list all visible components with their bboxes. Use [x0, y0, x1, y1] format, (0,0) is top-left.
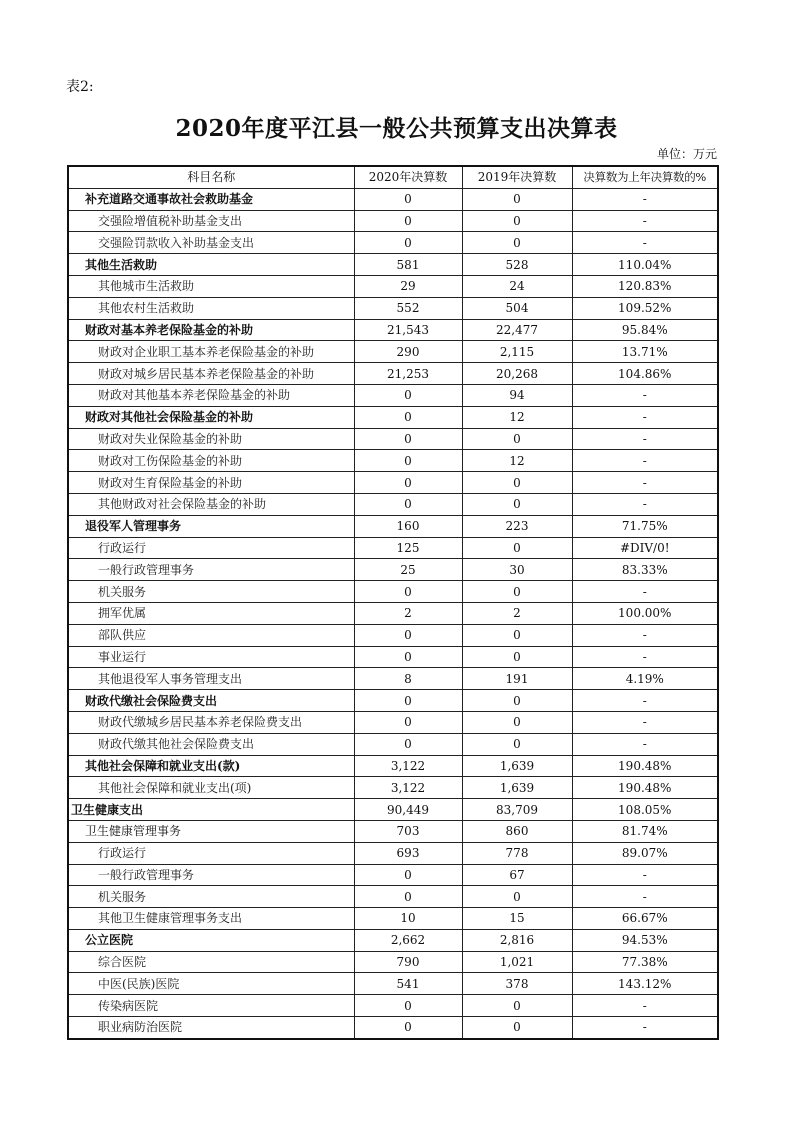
row-percent-value: - — [572, 886, 718, 908]
row-percent-value: 71.75% — [572, 515, 718, 537]
row-2020-value: 0 — [354, 690, 462, 712]
row-2019-value: 22,477 — [462, 319, 572, 341]
table-row — [68, 646, 718, 668]
row-2020-value: 0 — [354, 581, 462, 603]
row-2019-value: 24 — [462, 275, 572, 297]
row-percent-value: - — [572, 581, 718, 603]
table-row — [68, 929, 718, 951]
row-percent-value: - — [572, 210, 718, 232]
row-subject-name: 财政对工伤保险基金的补助 — [68, 450, 354, 472]
row-subject-name: 财政代缴城乡居民基本养老保险费支出 — [68, 711, 354, 733]
row-2019-value: 2,816 — [462, 929, 572, 951]
row-percent-value: - — [572, 646, 718, 668]
table-row — [68, 515, 718, 537]
table-row — [68, 668, 718, 690]
row-2020-value: 703 — [354, 820, 462, 842]
table-row — [68, 690, 718, 712]
row-2020-value: 29 — [354, 275, 462, 297]
table-row — [68, 319, 718, 341]
table-row — [68, 363, 718, 385]
table-row — [68, 886, 718, 908]
row-2020-value: 0 — [354, 493, 462, 515]
row-percent-value: 100.00% — [572, 602, 718, 624]
row-2019-value: 0 — [462, 537, 572, 559]
table-body — [68, 188, 718, 1039]
row-percent-value: 108.05% — [572, 799, 718, 821]
row-subject-name: 财政代缴社会保险费支出 — [68, 690, 354, 712]
row-percent-value: 143.12% — [572, 973, 718, 995]
row-subject-name: 其他社会保障和就业支出(项) — [68, 777, 354, 799]
row-2020-value: 0 — [354, 1017, 462, 1039]
row-2020-value: 0 — [354, 232, 462, 254]
row-subject-name: 一般行政管理事务 — [68, 864, 354, 886]
row-subject-name: 卫生健康管理事务 — [68, 820, 354, 842]
row-2020-value: 0 — [354, 995, 462, 1017]
table-row — [68, 472, 718, 494]
header-subject-name: 科目名称 — [68, 166, 354, 188]
table-row — [68, 581, 718, 603]
row-subject-name: 部队供应 — [68, 624, 354, 646]
row-subject-name: 其他城市生活救助 — [68, 275, 354, 297]
row-percent-value: 83.33% — [572, 559, 718, 581]
row-percent-value: 190.48% — [572, 755, 718, 777]
row-percent-value: - — [572, 188, 718, 210]
row-percent-value: 190.48% — [572, 777, 718, 799]
row-2020-value: 0 — [354, 406, 462, 428]
row-subject-name: 财政对生育保险基金的补助 — [68, 472, 354, 494]
table-row — [68, 820, 718, 842]
row-percent-value: 66.67% — [572, 908, 718, 930]
row-subject-name: 其他财政对社会保险基金的补助 — [68, 493, 354, 515]
row-subject-name: 传染病医院 — [68, 995, 354, 1017]
row-percent-value: 4.19% — [572, 668, 718, 690]
row-2020-value: 160 — [354, 515, 462, 537]
row-2020-value: 0 — [354, 188, 462, 210]
table-label: 表2: — [66, 79, 94, 95]
row-2020-value: 90,449 — [354, 799, 462, 821]
row-subject-name: 拥军优属 — [68, 602, 354, 624]
row-2019-value: 2,115 — [462, 341, 572, 363]
row-2019-value: 1,639 — [462, 777, 572, 799]
row-subject-name: 中医(民族)医院 — [68, 973, 354, 995]
row-2020-value: 541 — [354, 973, 462, 995]
table-row — [68, 188, 718, 210]
row-subject-name: 财政对其他基本养老保险基金的补助 — [68, 384, 354, 406]
table-row — [68, 733, 718, 755]
row-percent-value: - — [572, 733, 718, 755]
row-percent-value: - — [572, 995, 718, 1017]
row-2020-value: 0 — [354, 711, 462, 733]
row-subject-name: 行政运行 — [68, 842, 354, 864]
row-percent-value: 104.86% — [572, 363, 718, 385]
row-2019-value: 0 — [462, 886, 572, 908]
row-2019-value: 223 — [462, 515, 572, 537]
row-2020-value: 25 — [354, 559, 462, 581]
row-subject-name: 交强险罚款收入补助基金支出 — [68, 232, 354, 254]
row-percent-value: - — [572, 493, 718, 515]
row-percent-value: - — [572, 232, 718, 254]
table-row — [68, 951, 718, 973]
row-percent-value: 110.04% — [572, 254, 718, 276]
table-row — [68, 799, 718, 821]
row-2019-value: 0 — [462, 232, 572, 254]
row-subject-name: 财政对基本养老保险基金的补助 — [68, 319, 354, 341]
table-row — [68, 624, 718, 646]
row-2019-value: 1,021 — [462, 951, 572, 973]
row-subject-name: 一般行政管理事务 — [68, 559, 354, 581]
row-2020-value: 693 — [354, 842, 462, 864]
row-2020-value: 2 — [354, 602, 462, 624]
page-title: 2020年度平江县一般公共预算支出决算表 — [175, 115, 618, 142]
row-2019-value: 0 — [462, 711, 572, 733]
row-2020-value: 0 — [354, 428, 462, 450]
row-2020-value: 21,253 — [354, 363, 462, 385]
row-percent-value: 120.83% — [572, 275, 718, 297]
table-row — [68, 995, 718, 1017]
row-2020-value: 0 — [354, 624, 462, 646]
table-row — [68, 1017, 718, 1039]
row-2020-value: 10 — [354, 908, 462, 930]
row-2019-value: 0 — [462, 581, 572, 603]
row-2020-value: 0 — [354, 646, 462, 668]
row-2019-value: 0 — [462, 624, 572, 646]
row-2019-value: 0 — [462, 995, 572, 1017]
header-percent-of-prior-year: 决算数为上年决算数的% — [572, 166, 718, 188]
row-percent-value: - — [572, 450, 718, 472]
row-2019-value: 0 — [462, 733, 572, 755]
table-row — [68, 275, 718, 297]
row-subject-name: 财政代缴其他社会保险费支出 — [68, 733, 354, 755]
row-2019-value: 191 — [462, 668, 572, 690]
row-2020-value: 2,662 — [354, 929, 462, 951]
row-2019-value: 504 — [462, 297, 572, 319]
row-2019-value: 12 — [462, 450, 572, 472]
row-2020-value: 290 — [354, 341, 462, 363]
row-subject-name: 机关服务 — [68, 886, 354, 908]
table-row — [68, 711, 718, 733]
row-2019-value: 528 — [462, 254, 572, 276]
unit-label: 单位：万元 — [656, 147, 717, 161]
table-row — [68, 864, 718, 886]
row-subject-name: 财政对城乡居民基本养老保险基金的补助 — [68, 363, 354, 385]
row-2019-value: 0 — [462, 493, 572, 515]
row-2019-value: 860 — [462, 820, 572, 842]
table-row — [68, 559, 718, 581]
row-percent-value: 95.84% — [572, 319, 718, 341]
table-row — [68, 602, 718, 624]
row-2019-value: 0 — [462, 690, 572, 712]
row-percent-value: 81.74% — [572, 820, 718, 842]
row-percent-value: - — [572, 864, 718, 886]
header-2019-actual: 2019年决算数 — [462, 166, 572, 188]
row-percent-value: - — [572, 472, 718, 494]
row-2020-value: 125 — [354, 537, 462, 559]
row-2020-value: 0 — [354, 210, 462, 232]
row-subject-name: 卫生健康支出 — [68, 799, 354, 821]
row-2020-value: 552 — [354, 297, 462, 319]
row-subject-name: 补充道路交通事故社会救助基金 — [68, 188, 354, 210]
row-2020-value: 8 — [354, 668, 462, 690]
row-subject-name: 公立医院 — [68, 929, 354, 951]
table-row — [68, 493, 718, 515]
row-2020-value: 3,122 — [354, 777, 462, 799]
row-2019-value: 778 — [462, 842, 572, 864]
row-percent-value: - — [572, 428, 718, 450]
row-2019-value: 0 — [462, 428, 572, 450]
table-row — [68, 777, 718, 799]
row-subject-name: 财政对失业保险基金的补助 — [68, 428, 354, 450]
row-percent-value: 13.71% — [572, 341, 718, 363]
table-row — [68, 537, 718, 559]
table-row — [68, 406, 718, 428]
row-2019-value: 30 — [462, 559, 572, 581]
row-subject-name: 其他社会保障和就业支出(款) — [68, 755, 354, 777]
row-2020-value: 21,543 — [354, 319, 462, 341]
row-2019-value: 0 — [462, 472, 572, 494]
header-2020-actual: 2020年决算数 — [354, 166, 462, 188]
row-percent-value: - — [572, 690, 718, 712]
row-subject-name: 财政对其他社会保险基金的补助 — [68, 406, 354, 428]
row-subject-name: 其他卫生健康管理事务支出 — [68, 908, 354, 930]
row-2019-value: 15 — [462, 908, 572, 930]
row-subject-name: 职业病防治医院 — [68, 1017, 354, 1039]
table-row — [68, 428, 718, 450]
row-percent-value: - — [572, 1017, 718, 1039]
row-2019-value: 2 — [462, 602, 572, 624]
table-row — [68, 755, 718, 777]
row-2019-value: 94 — [462, 384, 572, 406]
table-row — [68, 232, 718, 254]
row-2020-value: 790 — [354, 951, 462, 973]
row-2020-value: 0 — [354, 864, 462, 886]
row-percent-value: - — [572, 406, 718, 428]
row-percent-value: 109.52% — [572, 297, 718, 319]
table-row — [68, 384, 718, 406]
row-percent-value: - — [572, 711, 718, 733]
row-subject-name: 交强险增值税补助基金支出 — [68, 210, 354, 232]
table-row — [68, 973, 718, 995]
row-2019-value: 83,709 — [462, 799, 572, 821]
row-2019-value: 12 — [462, 406, 572, 428]
row-percent-value: - — [572, 384, 718, 406]
table-row — [68, 341, 718, 363]
row-2019-value: 378 — [462, 973, 572, 995]
row-2019-value: 20,268 — [462, 363, 572, 385]
row-subject-name: 机关服务 — [68, 581, 354, 603]
row-2020-value: 3,122 — [354, 755, 462, 777]
table-row — [68, 908, 718, 930]
row-2019-value: 1,639 — [462, 755, 572, 777]
row-percent-value: #DIV/0! — [572, 537, 718, 559]
row-2019-value: 0 — [462, 646, 572, 668]
row-2020-value: 0 — [354, 384, 462, 406]
table-row — [68, 210, 718, 232]
row-2020-value: 0 — [354, 886, 462, 908]
row-subject-name: 其他生活救助 — [68, 254, 354, 276]
row-2019-value: 67 — [462, 864, 572, 886]
row-2019-value: 0 — [462, 1017, 572, 1039]
row-subject-name: 行政运行 — [68, 537, 354, 559]
table-row — [68, 450, 718, 472]
row-2020-value: 0 — [354, 472, 462, 494]
row-2019-value: 0 — [462, 188, 572, 210]
row-percent-value: 94.53% — [572, 929, 718, 951]
row-subject-name: 财政对企业职工基本养老保险基金的补助 — [68, 341, 354, 363]
table-row — [68, 297, 718, 319]
row-subject-name: 其他退役军人事务管理支出 — [68, 668, 354, 690]
table-header-row — [68, 166, 718, 188]
table-row — [68, 254, 718, 276]
table-row — [68, 842, 718, 864]
row-subject-name: 退役军人管理事务 — [68, 515, 354, 537]
row-percent-value: - — [572, 624, 718, 646]
row-percent-value: 89.07% — [572, 842, 718, 864]
row-2020-value: 581 — [354, 254, 462, 276]
row-subject-name: 事业运行 — [68, 646, 354, 668]
budget-table — [67, 165, 719, 1040]
row-2020-value: 0 — [354, 733, 462, 755]
row-subject-name: 其他农村生活救助 — [68, 297, 354, 319]
row-percent-value: 77.38% — [572, 951, 718, 973]
row-2019-value: 0 — [462, 210, 572, 232]
row-2020-value: 0 — [354, 450, 462, 472]
row-subject-name: 综合医院 — [68, 951, 354, 973]
